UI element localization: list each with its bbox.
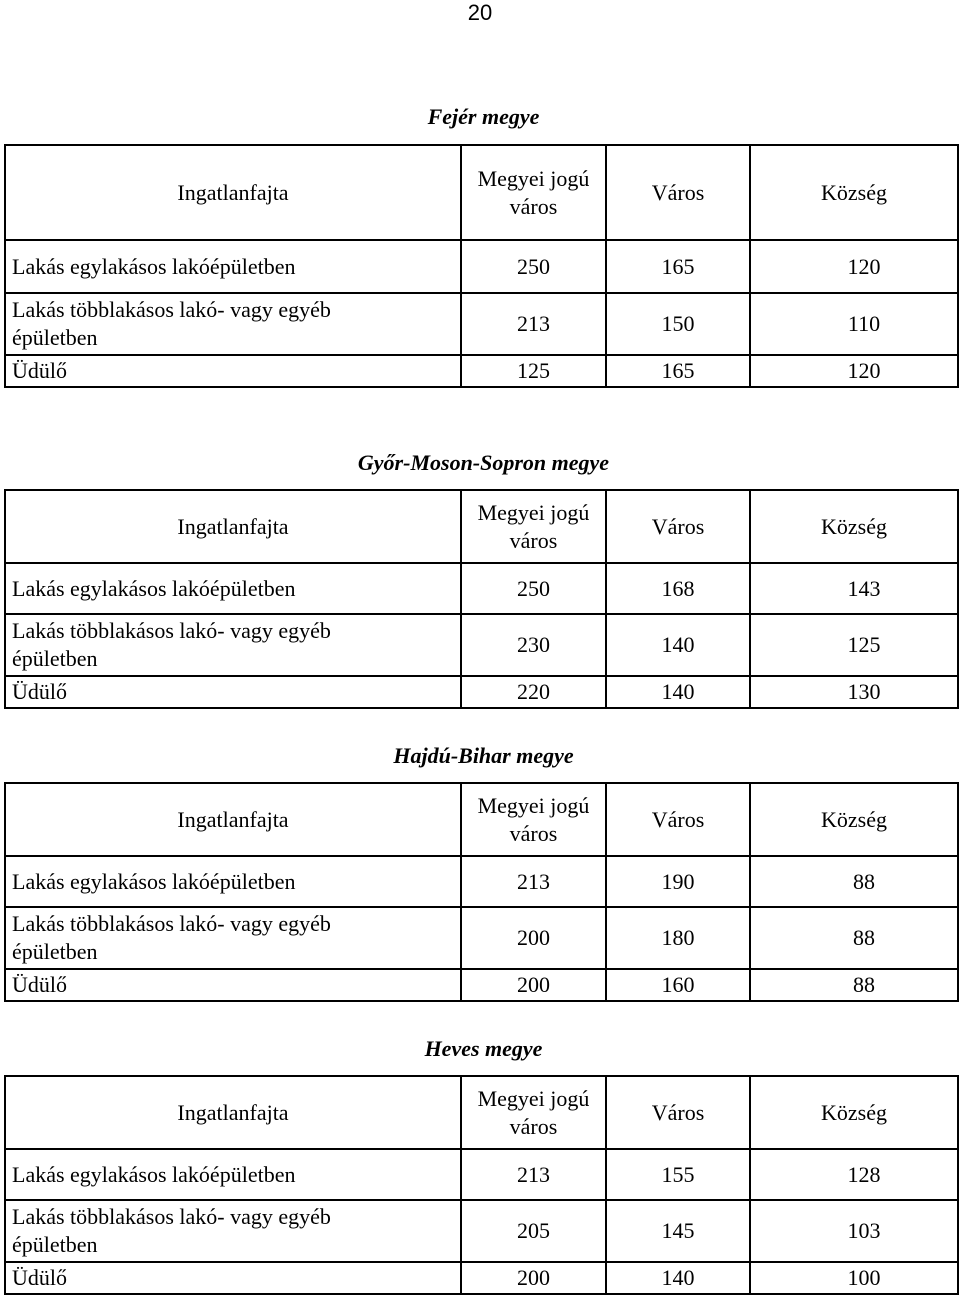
- table-row: [5, 614, 958, 676]
- table-row: [5, 969, 958, 1001]
- header-ingatlanfajta: Ingatlanfajta: [5, 490, 461, 563]
- price-table: [4, 489, 959, 709]
- value-kozseg: 125: [750, 614, 958, 676]
- header-row: [5, 783, 958, 856]
- table-row: [5, 240, 958, 293]
- row-label: Lakás többlakásos lakó- vagy egyéb épületben: [5, 293, 461, 355]
- header-megyei-jogu-varos: Megyei jogú város: [461, 1076, 606, 1149]
- table-row: [5, 563, 958, 614]
- row-label: Lakás egylakásos lakóépületben: [5, 1149, 461, 1200]
- row-label: Üdülő: [5, 676, 461, 708]
- table-row: [5, 355, 958, 387]
- value-megyei: 213: [461, 293, 606, 355]
- header-kozseg: Község: [750, 1076, 958, 1149]
- value-kozseg: 110: [750, 293, 958, 355]
- county-section-fejer: [4, 104, 957, 388]
- row-label: Lakás többlakásos lakó- vagy egyéb épületben: [5, 1200, 461, 1262]
- value-megyei: 213: [461, 856, 606, 907]
- table-row: [5, 1149, 958, 1200]
- header-varos: Város: [606, 145, 750, 240]
- section-title: Győr-Moson-Sopron megye: [357, 450, 610, 475]
- value-kozseg: 103: [750, 1200, 958, 1262]
- value-kozseg: 88: [750, 856, 958, 907]
- county-section-heves: [4, 1036, 957, 1295]
- header-kozseg: Község: [750, 145, 958, 240]
- county-section-gyor-moson-sopron: [4, 450, 957, 709]
- value-kozseg: 120: [750, 240, 958, 293]
- section-title: Fejér megye: [427, 104, 540, 129]
- price-table: [4, 782, 959, 1002]
- price-table: [4, 144, 959, 388]
- row-label: Üdülő: [5, 355, 461, 387]
- value-megyei: 125: [461, 355, 606, 387]
- header-megyei-jogu-varos: Megyei jogú város: [461, 145, 606, 240]
- table-row: [5, 676, 958, 708]
- header-kozseg: Község: [750, 783, 958, 856]
- header-megyei-jogu-varos: Megyei jogú város: [461, 783, 606, 856]
- header-megyei-jogu-varos: Megyei jogú város: [461, 490, 606, 563]
- row-label: Lakás többlakásos lakó- vagy egyéb épületben: [5, 907, 461, 969]
- value-varos: 168: [606, 563, 750, 614]
- value-varos: 150: [606, 293, 750, 355]
- section-title: Heves megye: [424, 1036, 543, 1061]
- row-label: Lakás egylakásos lakóépületben: [5, 563, 461, 614]
- value-megyei: 230: [461, 614, 606, 676]
- value-varos: 165: [606, 240, 750, 293]
- value-megyei: 205: [461, 1200, 606, 1262]
- row-label: Üdülő: [5, 1262, 461, 1294]
- value-kozseg: 100: [750, 1262, 958, 1294]
- value-varos: 165: [606, 355, 750, 387]
- value-varos: 190: [606, 856, 750, 907]
- value-varos: 180: [606, 907, 750, 969]
- header-ingatlanfajta: Ingatlanfajta: [5, 783, 461, 856]
- header-row: [5, 490, 958, 563]
- row-label: Lakás egylakásos lakóépületben: [5, 856, 461, 907]
- table-row: [5, 293, 958, 355]
- table-row: [5, 1262, 958, 1294]
- value-varos: 155: [606, 1149, 750, 1200]
- header-varos: Város: [606, 1076, 750, 1149]
- value-megyei: 213: [461, 1149, 606, 1200]
- value-megyei: 200: [461, 969, 606, 1001]
- header-ingatlanfajta: Ingatlanfajta: [5, 145, 461, 240]
- value-varos: 145: [606, 1200, 750, 1262]
- header-varos: Város: [606, 783, 750, 856]
- value-kozseg: 143: [750, 563, 958, 614]
- header-kozseg: Község: [750, 490, 958, 563]
- header-ingatlanfajta: Ingatlanfajta: [5, 1076, 461, 1149]
- header-row: [5, 145, 958, 240]
- value-kozseg: 88: [750, 969, 958, 1001]
- header-varos: Város: [606, 490, 750, 563]
- value-kozseg: 130: [750, 676, 958, 708]
- table-row: [5, 907, 958, 969]
- value-megyei: 250: [461, 563, 606, 614]
- header-row: [5, 1076, 958, 1149]
- value-kozseg: 88: [750, 907, 958, 969]
- page-number: 20: [467, 0, 493, 25]
- table-row: [5, 856, 958, 907]
- value-kozseg: 128: [750, 1149, 958, 1200]
- county-section-hajdu-bihar: [4, 743, 957, 1002]
- value-varos: 160: [606, 969, 750, 1001]
- row-label: Lakás egylakásos lakóépületben: [5, 240, 461, 293]
- value-varos: 140: [606, 1262, 750, 1294]
- value-megyei: 220: [461, 676, 606, 708]
- value-varos: 140: [606, 614, 750, 676]
- value-megyei: 200: [461, 907, 606, 969]
- value-megyei: 200: [461, 1262, 606, 1294]
- value-varos: 140: [606, 676, 750, 708]
- row-label: Üdülő: [5, 969, 461, 1001]
- value-kozseg: 120: [750, 355, 958, 387]
- section-title: Hajdú-Bihar megye: [393, 743, 574, 768]
- value-megyei: 250: [461, 240, 606, 293]
- table-row: [5, 1200, 958, 1262]
- price-table: [4, 1075, 959, 1295]
- row-label: Lakás többlakásos lakó- vagy egyéb épületben: [5, 614, 461, 676]
